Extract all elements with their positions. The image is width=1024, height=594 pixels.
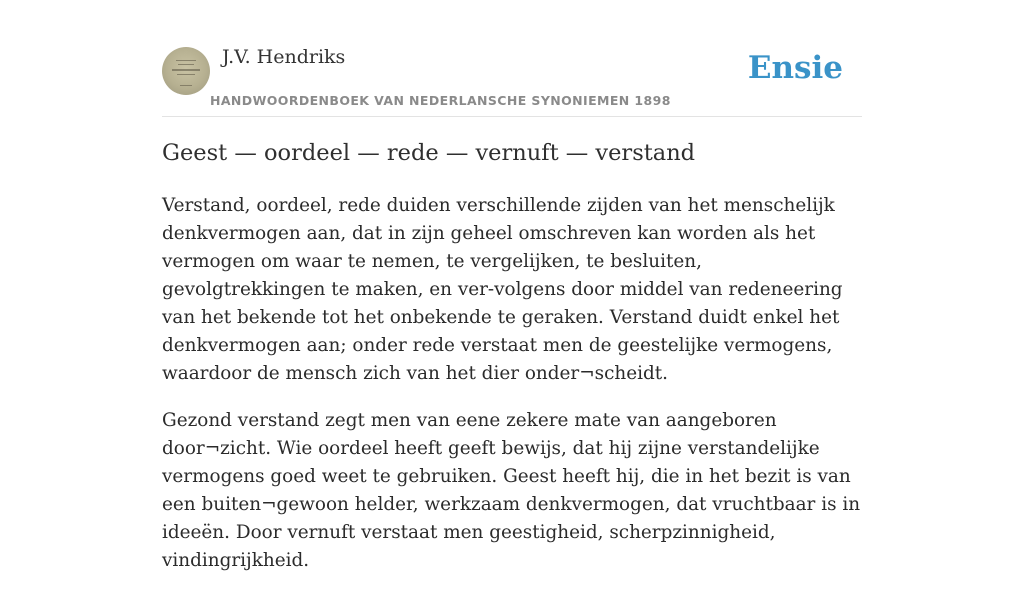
page [162, 0, 862, 571]
book-cover-icon[interactable] [162, 47, 210, 95]
source-link[interactable]: HANDWOORDENBOEK VAN NEDERLANSCHE SYNONIEMEN 1898 [210, 93, 671, 108]
article-title: Geest — oordeel — rede — vernuft — verstand [162, 140, 696, 166]
article-paragraph: Gezond verstand zegt men van eene zekere mate van aangeboren door¬zicht. Wie oordeel heeft geeft bewijs, dat hij zijne verstandelijke vermogens goed weet te gebruiken. Geest heeft hij, die in het bezit is van een buiten¬gewoon helder, werkzaam denkvermogen, dat vruchtbaar is in ideeën. Door vernuft verstaat men geestigheid, scherpzinnigheid, vindingrijkheid. [162, 410, 861, 571]
article-body [162, 192, 867, 594]
author-link[interactable]: J.V. Hendriks [222, 46, 346, 68]
ensie-logo[interactable]: Ensie [747, 50, 843, 86]
header [162, 0, 862, 117]
article-paragraph: Verstand, oordeel, rede duiden verschillende zijden van het menschelijk denkvermogen aan, dat in zijn geheel omschreven kan worden als het vermogen om waar te nemen, te vergelijken, te besluiten, gevolgtrekkingen te maken, en ver-volgens door middel van redeneering van het bekende tot het onbekende te geraken. Verstand duidt enkel het denkvermogen aan; onder rede verstaat men de geestelijke vermogens, waardoor de mensch zich van het dier onder¬scheidt. [162, 195, 843, 384]
